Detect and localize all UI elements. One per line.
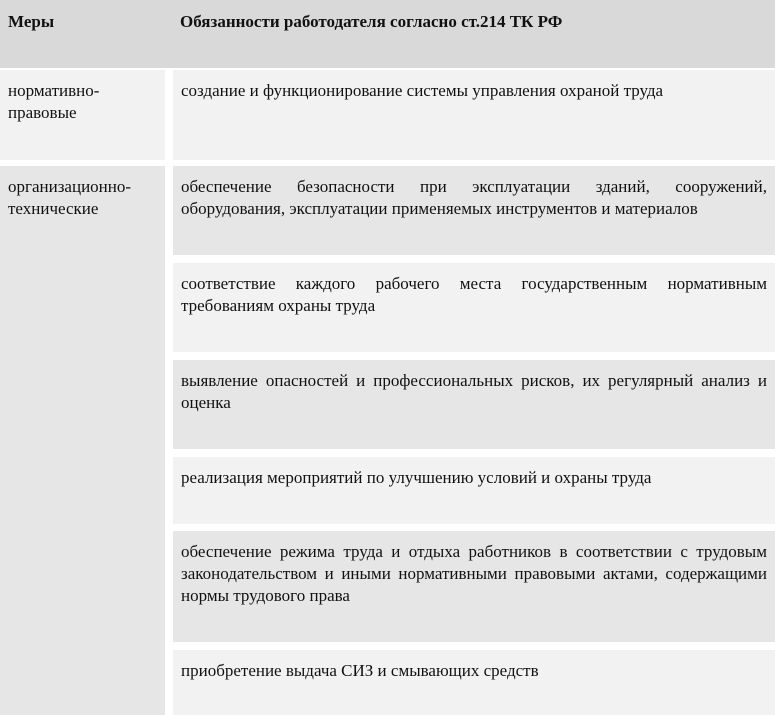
category-normative-legal: нормативно-правовые <box>0 70 165 160</box>
category-organizational-technical: организационно-технические <box>0 166 165 715</box>
duty-building-equipment-safety: обеспечение безопасности при эксплуатации зданий, сооружений, оборудования, эксплуатации применяемых инструментов и материалов <box>173 166 775 255</box>
duty-work-rest-regime: обеспечение режима труда и отдыха работников в соответствии с трудовым законодательством и иными нормативными правовыми актами, содержащими нормы трудового права <box>173 531 775 642</box>
header-duties: Обязанности работодателя согласно ст.214 ТК РФ <box>180 12 563 31</box>
duty-workplace-compliance: соответствие каждого рабочего места государственным нормативным требованиям охраны труда <box>173 263 775 352</box>
duty-ohs-management-system: создание и функционирование системы управления охраной труда <box>173 70 775 160</box>
duty-hazard-risk-assessment: выявление опасностей и профессиональных рисков, их регулярный анализ и оценка <box>173 360 775 449</box>
header-measures: Меры <box>8 12 55 31</box>
duty-improvement-measures: реализация мероприятий по улучшению условий и охраны труда <box>173 457 775 524</box>
duty-ppe-provision: приобретение выдача СИЗ и смывающих средств <box>173 650 775 715</box>
